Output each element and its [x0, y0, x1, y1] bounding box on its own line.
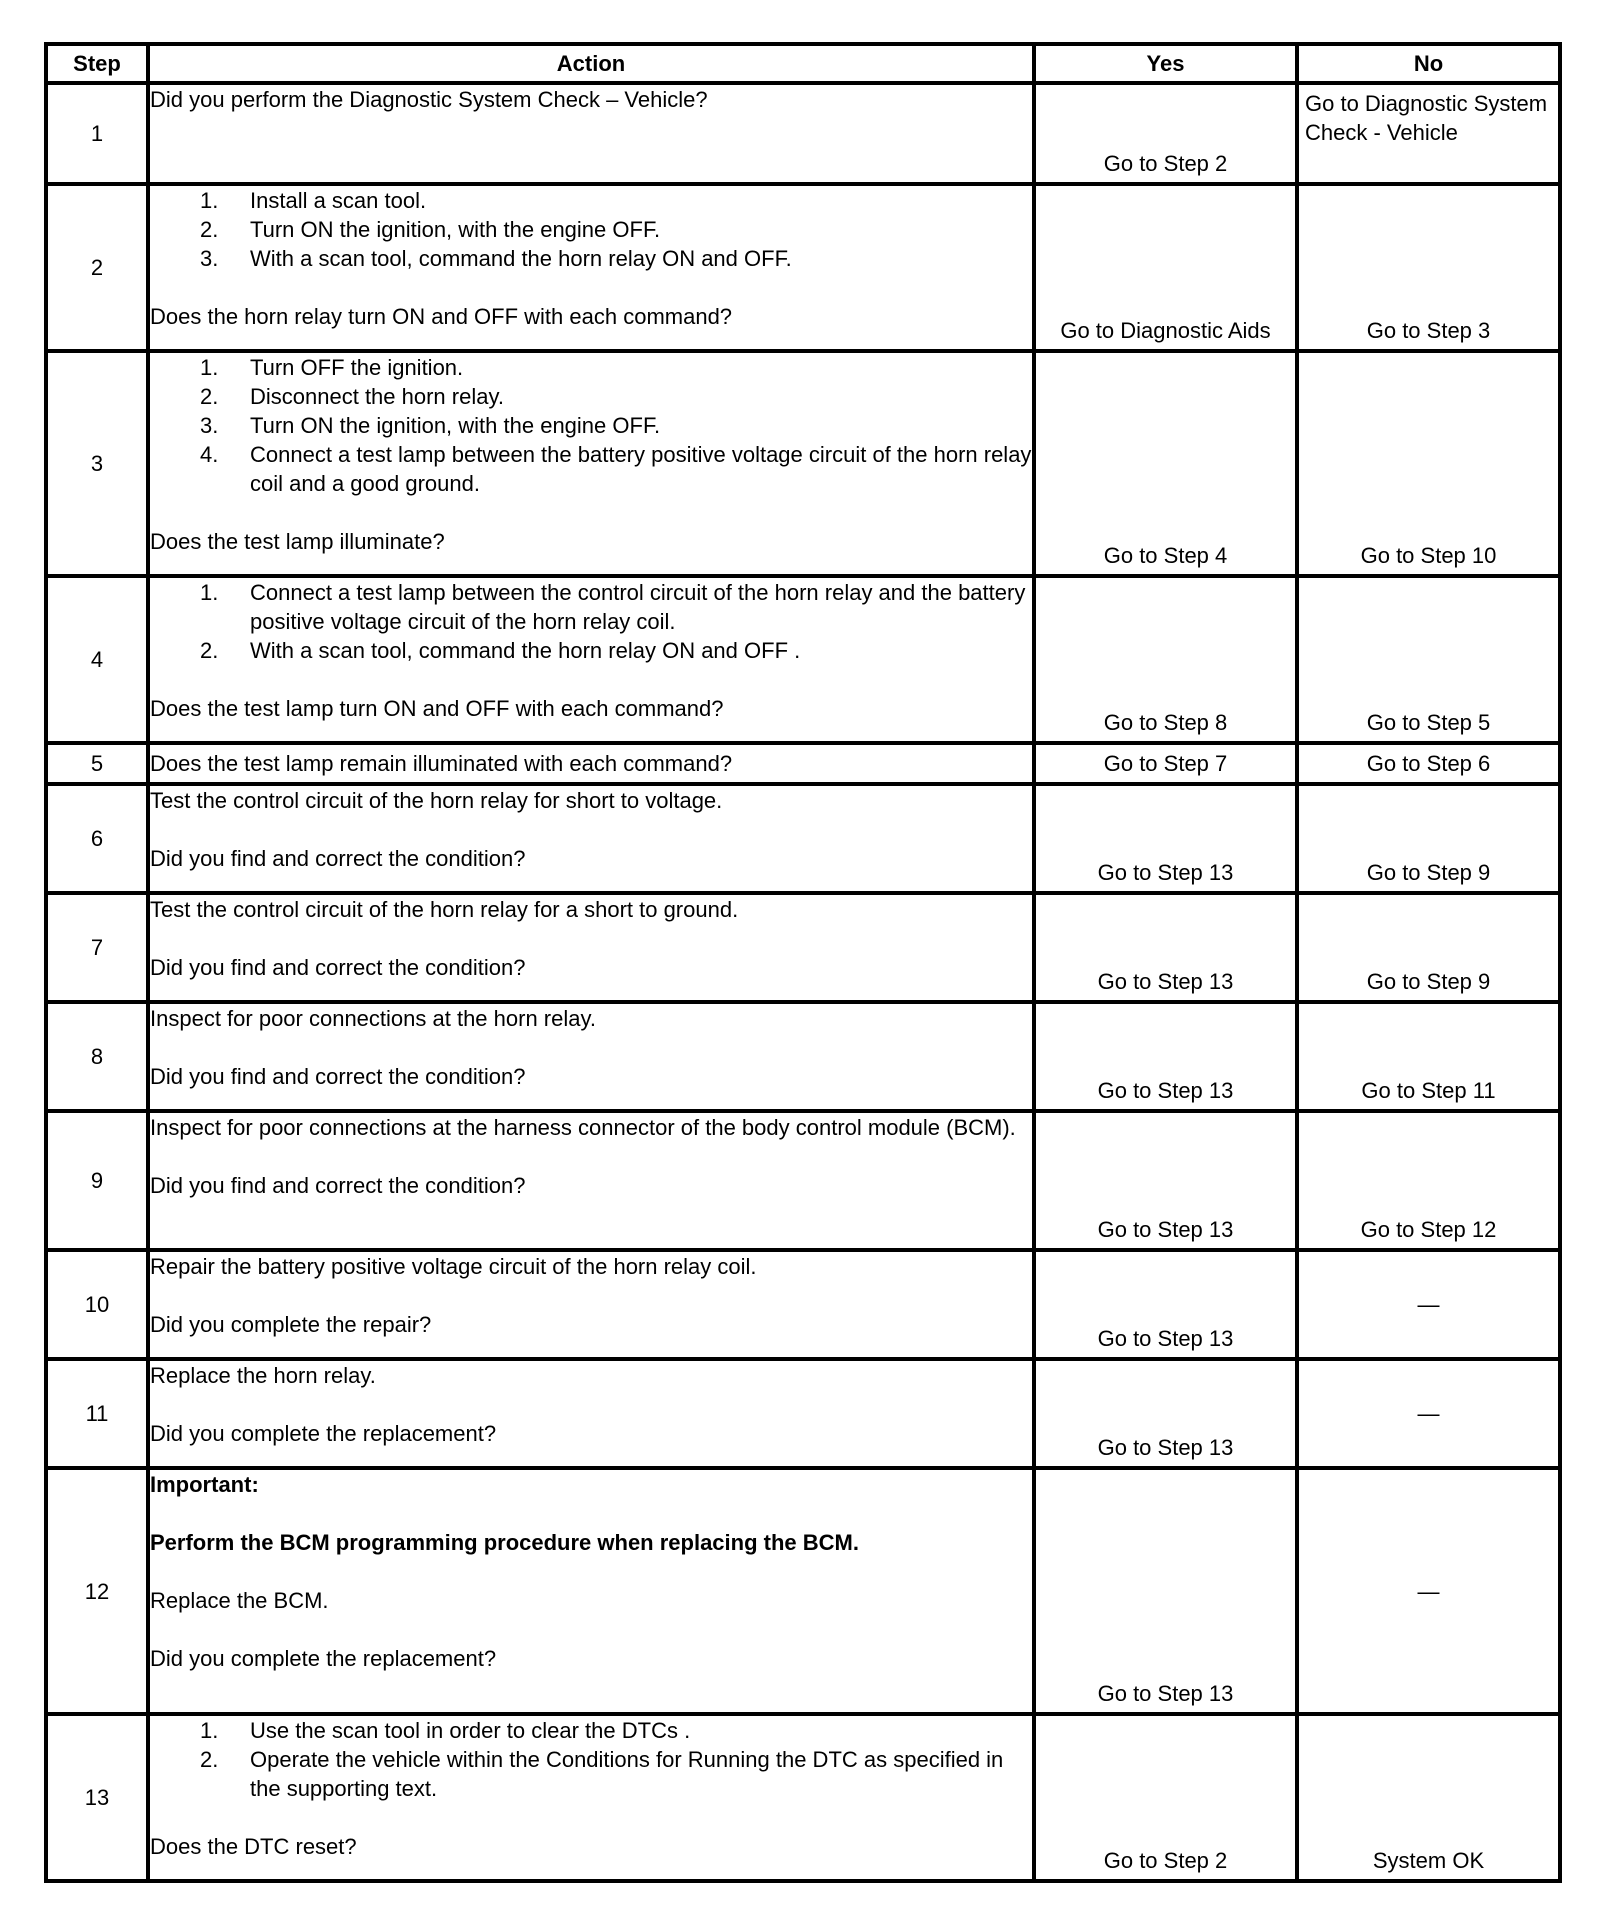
- table-row: [46, 1111, 1560, 1250]
- yes-result: Go to Step 13: [1097, 969, 1234, 994]
- header-action: Action: [148, 44, 1034, 83]
- yes-result: Go to Diagnostic Aids: [1060, 318, 1271, 343]
- list-item: 1. Install a scan tool.: [200, 188, 427, 213]
- action-question: Does the horn relay turn ON and OFF with each command?: [150, 304, 733, 329]
- action-intro: Replace the horn relay.: [150, 1363, 376, 1388]
- no-cell: [1297, 576, 1560, 743]
- action-intro: Inspect for poor connections at the horn relay.: [150, 1006, 596, 1031]
- list-item: 1. Connect a test lamp between the control circuit of the horn relay and the battery positive voltage circuit of the horn relay coil.: [200, 580, 1026, 634]
- table-row: [46, 1359, 1560, 1468]
- action-question: Did you find and correct the condition?: [150, 1064, 526, 1089]
- no-cell: [1297, 83, 1560, 184]
- table-row: [46, 893, 1560, 1002]
- no-result: Go to Step 10: [1360, 543, 1497, 568]
- action-steps: [150, 353, 1032, 498]
- action-intro: Repair the battery positive voltage circuit of the horn relay coil.: [150, 1254, 757, 1279]
- no-cell: [1297, 184, 1560, 351]
- step-number: 10: [46, 1250, 148, 1359]
- no-cell: [1297, 1250, 1560, 1359]
- yes-result: Go to Step 13: [1097, 1326, 1234, 1351]
- no-cell: [1297, 1468, 1560, 1714]
- yes-cell: [1034, 576, 1297, 743]
- list-item: 3. Turn ON the ignition, with the engine OFF.: [200, 413, 661, 438]
- no-result: Go to Step 12: [1360, 1217, 1497, 1242]
- diagnostic-table: [44, 42, 1562, 1883]
- header-row: [46, 44, 1560, 83]
- action-question: Did you complete the replacement?: [150, 1421, 497, 1446]
- table-row: [46, 184, 1560, 351]
- step-number: 5: [46, 743, 148, 784]
- no-result: Go to Step 9: [1366, 969, 1491, 994]
- yes-cell: [1034, 784, 1297, 893]
- action-question: Did you complete the repair?: [150, 1312, 432, 1337]
- yes-cell: [1034, 351, 1297, 576]
- table-row: [46, 1002, 1560, 1111]
- no-result: Go to Step 6: [1366, 751, 1491, 776]
- list-item: 2. Operate the vehicle within the Conditions for Running the DTC as specified in the supporting text.: [200, 1747, 1004, 1801]
- action-question: Did you find and correct the condition?: [150, 1173, 526, 1198]
- action-cell: [148, 351, 1034, 576]
- table-row: [46, 576, 1560, 743]
- yes-cell: [1034, 1250, 1297, 1359]
- list-item: 1. Turn OFF the ignition.: [200, 355, 464, 380]
- action-steps: [150, 186, 1032, 273]
- no-result: Go to Diagnostic System Check - Vehicle: [1305, 91, 1548, 145]
- yes-cell: [1034, 743, 1297, 784]
- action-cell: [148, 893, 1034, 1002]
- yes-result: Go to Step 2: [1103, 151, 1228, 176]
- important-note: Perform the BCM programming procedure when replacing the BCM.: [150, 1530, 859, 1555]
- action-question: Did you find and correct the condition?: [150, 955, 526, 980]
- action-question: Does the test lamp turn ON and OFF with each command?: [150, 696, 724, 721]
- action-intro: Test the control circuit of the horn relay for a short to ground.: [150, 897, 739, 922]
- no-cell: [1297, 1714, 1560, 1881]
- yes-result: Go to Step 13: [1097, 1681, 1234, 1706]
- yes-result: Go to Step 13: [1097, 1435, 1234, 1460]
- action-intro: Inspect for poor connections at the harness connector of the body control module (BCM).: [150, 1115, 1016, 1140]
- list-item: 2. With a scan tool, command the horn relay ON and OFF .: [200, 638, 801, 663]
- no-result: Go to Step 3: [1366, 318, 1491, 343]
- list-item: 2. Turn ON the ignition, with the engine OFF.: [200, 217, 661, 242]
- table-row: [46, 83, 1560, 184]
- table-row: [46, 1468, 1560, 1714]
- list-item: 4. Connect a test lamp between the battery positive voltage circuit of the horn relay coil and a good ground.: [200, 442, 1032, 496]
- no-cell: [1297, 351, 1560, 576]
- no-cell: [1297, 1002, 1560, 1111]
- yes-cell: [1034, 1468, 1297, 1714]
- no-result: —: [1417, 1578, 1440, 1604]
- action-steps: [150, 578, 1032, 665]
- step-number: 11: [46, 1359, 148, 1468]
- action-intro: Replace the BCM.: [150, 1588, 329, 1613]
- action-question: Did you perform the Diagnostic System Check – Vehicle?: [150, 87, 708, 112]
- yes-result: Go to Step 2: [1103, 1848, 1228, 1873]
- no-result: Go to Step 5: [1366, 710, 1491, 735]
- header-yes: Yes: [1034, 44, 1297, 83]
- table-row: [46, 784, 1560, 893]
- action-cell: [148, 1714, 1034, 1881]
- no-cell: [1297, 784, 1560, 893]
- table-row: [46, 1714, 1560, 1881]
- no-result: System OK: [1372, 1848, 1485, 1873]
- important-label: Important:: [150, 1472, 259, 1497]
- step-number: 6: [46, 784, 148, 893]
- action-cell: [148, 184, 1034, 351]
- step-number: 12: [46, 1468, 148, 1714]
- list-item: 2. Disconnect the horn relay.: [200, 384, 504, 409]
- header-step: Step: [46, 44, 148, 83]
- list-item: 1. Use the scan tool in order to clear the DTCs .: [200, 1718, 691, 1743]
- yes-result: Go to Step 4: [1103, 543, 1228, 568]
- action-cell: [148, 1111, 1034, 1250]
- step-number: 3: [46, 351, 148, 576]
- yes-result: Go to Step 8: [1103, 710, 1228, 735]
- yes-result: Go to Step 13: [1097, 1078, 1234, 1103]
- table-row: [46, 1250, 1560, 1359]
- step-number: 1: [46, 83, 148, 184]
- no-result: Go to Step 11: [1361, 1078, 1496, 1103]
- action-question: Did you complete the replacement?: [150, 1646, 497, 1671]
- action-intro: Test the control circuit of the horn relay for short to voltage.: [150, 788, 723, 813]
- action-cell: [148, 1002, 1034, 1111]
- no-result: —: [1417, 1401, 1440, 1426]
- step-number: 2: [46, 184, 148, 351]
- list-item: 3. With a scan tool, command the horn relay ON and OFF.: [200, 246, 792, 271]
- table-row: [46, 351, 1560, 576]
- yes-result: Go to Step 7: [1103, 751, 1228, 776]
- action-steps: [150, 1716, 1032, 1803]
- yes-cell: [1034, 893, 1297, 1002]
- step-number: 13: [46, 1714, 148, 1881]
- action-question: Does the DTC reset?: [150, 1834, 357, 1859]
- yes-cell: [1034, 184, 1297, 351]
- action-question: Did you find and correct the condition?: [150, 846, 526, 871]
- yes-result: Go to Step 13: [1097, 1217, 1234, 1242]
- step-number: 7: [46, 893, 148, 1002]
- no-result: Go to Step 9: [1366, 860, 1491, 885]
- action-question: Does the test lamp remain illuminated with each command?: [150, 751, 733, 776]
- yes-cell: [1034, 1111, 1297, 1250]
- no-result: —: [1417, 1292, 1440, 1317]
- yes-cell: [1034, 1359, 1297, 1468]
- action-cell: [148, 576, 1034, 743]
- yes-result: Go to Step 13: [1097, 860, 1234, 885]
- header-no: No: [1297, 44, 1560, 83]
- action-cell: [148, 1468, 1034, 1714]
- action-cell: [148, 1250, 1034, 1359]
- no-cell: [1297, 1111, 1560, 1250]
- yes-cell: [1034, 1002, 1297, 1111]
- no-cell: [1297, 743, 1560, 784]
- no-cell: [1297, 893, 1560, 1002]
- step-number: 9: [46, 1111, 148, 1250]
- action-cell: [148, 83, 1034, 184]
- action-cell: [148, 743, 1034, 784]
- yes-cell: [1034, 83, 1297, 184]
- step-number: 4: [46, 576, 148, 743]
- action-cell: [148, 1359, 1034, 1468]
- action-question: Does the test lamp illuminate?: [150, 529, 445, 554]
- table-row: [46, 743, 1560, 784]
- step-number: 8: [46, 1002, 148, 1111]
- yes-cell: [1034, 1714, 1297, 1881]
- action-cell: [148, 784, 1034, 893]
- no-cell: [1297, 1359, 1560, 1468]
